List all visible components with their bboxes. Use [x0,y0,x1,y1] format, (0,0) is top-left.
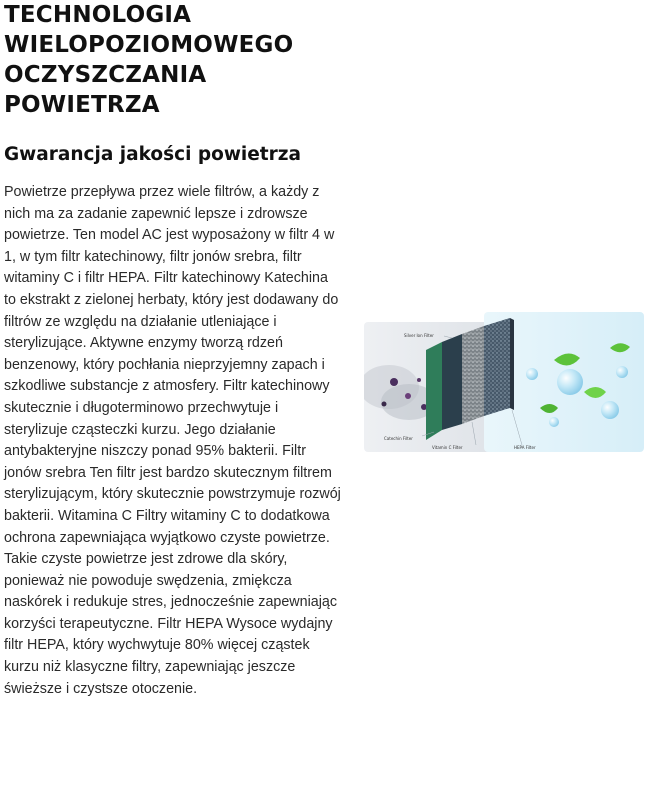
page-title: TECHNOLOGIA WIELOPOZIOMOWEGO OCZYSZCZANIA POWIETRZA [4,2,294,118]
catechin-filter-layer [426,342,442,440]
silver-ion-filter-label: Silver Ion Filter [404,333,434,338]
filter-diagram-svg [364,312,644,462]
hepa-filter-edge [510,318,514,410]
hepa-filter-label: HEPA Filter [514,445,536,450]
vitamin-c-filter-layer [462,326,484,424]
vitamin-c-filter-label: Vitamin C Filter [432,445,463,450]
description-paragraph: Powietrze przepływa przez wiele filtrów, a każdy z nich ma za zadanie zapewnić lepsze i zdrowsze powietrze. Ten model AC jest wyposażony w filtr 4 w 1, w tym filtr katechinowy, filtr jonów srebra, filtr witaminy C i filtr HEPA. Filtr katechinowy Katechina to ekstrakt z zielonej herbaty, który jest dodawany do filtrów ze względu na działanie utleniające i sterylizujące. Aktywne enzymy tworzą rdzeń benzenowy, który pochłania nieprzyjemny zapach i szkodliwe substancje z atmosfery. Filtr katechinowy skutecznie i długoterminowo przechwytuje i sterylizuje cząsteczki kurzu. Jego działanie antybakteryjne niszczy ponad 95% bakterii. Filtr jonów srebra Ten filtr jest bardzo skutecznym filtrem sterylizującym, który skutecznie powstrzymuje rozwój bakterii. Witamina C Filtry witaminy C to dodatkowa ochrona zapewniająca wyjątkowo czyste powietrze. Takie czyste powietrze jest zdrowe dla skóry, ponieważ nie powoduje swędzenia, zmiękcza naskórek i redukuje stres, jednocześnie zapewniając korzyści terapeutyczne. Filtr HEPA Wysoce wydajny filtr HEPA, który wychwytuje 80% więcej cząstek kurzu niż klasyczne filtry, zapewniając jeszcze świeższe i czystsze otoczenie. [4,184,341,697]
silver-ion-filter-layer [442,334,462,430]
section-subtitle: Gwarancja jakości powietrza [4,144,302,165]
catechin-filter-label: Catechin Filter [384,436,413,441]
filter-diagram [364,312,644,462]
hepa-filter-layer [484,318,510,416]
